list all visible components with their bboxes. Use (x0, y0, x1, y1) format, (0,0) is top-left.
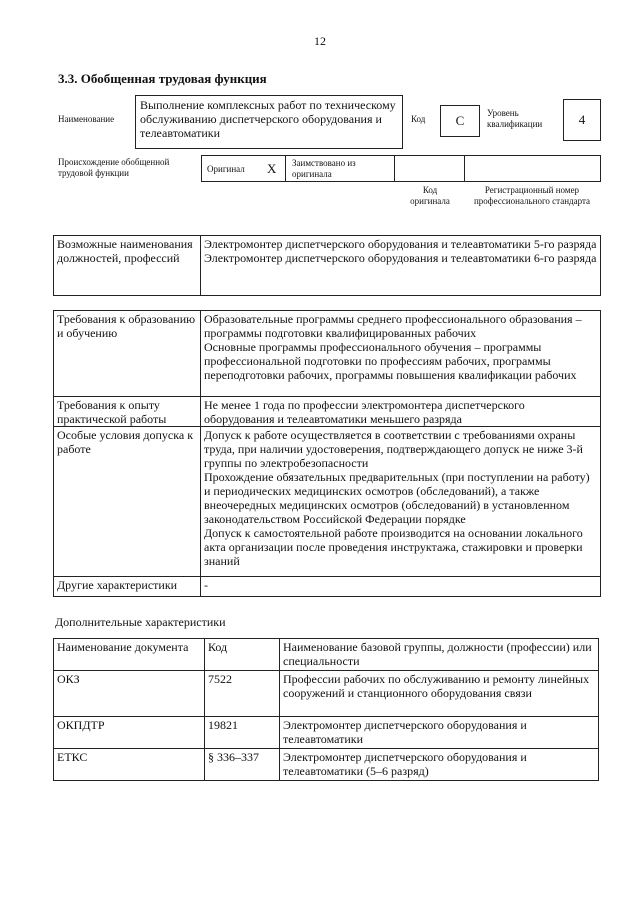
additional-title: Дополнительные характеристики (55, 615, 226, 629)
col-header-group: Наименование базовой группы, должности (профессии) или специальности (280, 639, 599, 671)
requirement-line: Основные программы профессионального обучения – программы профессиональной подготовки по профессиям рабочих, программы переподготовки рабочих, программы повышения квалификации рабочих (204, 340, 577, 382)
code-label: Код (411, 114, 426, 124)
code-original-label: Код оригинала (410, 185, 450, 206)
table-row (54, 749, 599, 781)
requirement-line: Допуск к самостоятельной работе производится на основании локального акта организации после проведения инструктажа, стажировки и проверки знаний (204, 526, 583, 568)
row-code: 7522 (205, 671, 280, 717)
code-value: C (440, 105, 480, 137)
row-document: ОКЗ (54, 671, 205, 717)
origin-label: Происхождение обобщенной трудовой функции (58, 157, 170, 178)
row-document: ОКПДТР (54, 717, 205, 749)
other-value: - (201, 577, 601, 597)
reg-number-label: Регистрационный номер профессионального стандарта (473, 185, 591, 206)
row-code: § 336–337 (205, 749, 280, 781)
borrowed-label: Заимствовано из оригинала (292, 158, 356, 179)
original-mark: X (267, 161, 277, 176)
experience-values (201, 397, 601, 427)
admission-values (201, 427, 601, 577)
row-document: ЕТКС (54, 749, 205, 781)
position-line: Электромонтер диспетчерского оборудования и телеавтоматики 6-го разряда (204, 251, 597, 265)
level-label: Уровень квалификации (487, 108, 543, 129)
requirement-line: Образовательные программы среднего профессионального образования – программы подготовки квалифицированных рабочих (204, 312, 582, 340)
section-title: 3.3. Обобщенная трудовая функция (58, 71, 267, 86)
row-group: Профессии рабочих по обслуживанию и ремонту линейных сооружений и станционного оборудования связи (280, 671, 599, 717)
requirement-line: Прохождение обязательных предварительных (при поступлении на работу) и периодических медицинских осмотров (обследований), а также внеочередных медицинских осмотров (обследований) в установленном законодательством Российской Федерации порядке (204, 470, 590, 526)
positions-values (201, 236, 601, 296)
row-group: Электромонтер диспетчерского оборудования и телеавтоматики (5–6 разряд) (280, 749, 599, 781)
level-value: 4 (563, 99, 601, 141)
table-row (54, 671, 599, 717)
requirement-line: Допуск к работе осуществляется в соответствии с требованиями охраны труда, при наличии удостоверения, подтверждающего допуск не ниже 3-й группы по электробезопасности (204, 428, 583, 470)
row-group: Электромонтер диспетчерского оборудования и телеавтоматики (280, 717, 599, 749)
page-number: 12 (314, 34, 326, 48)
row-code: 19821 (205, 717, 280, 749)
name-value: Выполнение комплексных работ по техническому обслуживанию диспетчерского оборудования и телеавтоматики (135, 95, 403, 149)
education-values (201, 311, 601, 397)
name-label: Наименование (58, 114, 115, 124)
origin-box (201, 155, 601, 182)
col-header-code: Код (205, 639, 280, 671)
admission-label: Особые условия допуска к работе (54, 427, 201, 577)
positions-table (53, 235, 601, 296)
original-label: Оригинал (207, 164, 245, 174)
other-label: Другие характеристики (54, 577, 201, 597)
education-label: Требования к образованию и обучению (54, 311, 201, 397)
table-row (54, 717, 599, 749)
requirements-table (53, 310, 601, 597)
experience-label: Требования к опыту практической работы (54, 397, 201, 427)
requirement-line: Не менее 1 года по профессии электромонтера диспетчерского оборудования и телеавтоматики меньшего разряда (204, 398, 525, 426)
col-header-document: Наименование документа (54, 639, 205, 671)
position-line: Электромонтер диспетчерского оборудования и телеавтоматики 5-го разряда (204, 237, 597, 251)
additional-table (53, 638, 599, 781)
positions-label: Возможные наименования должностей, профессий (54, 236, 201, 296)
